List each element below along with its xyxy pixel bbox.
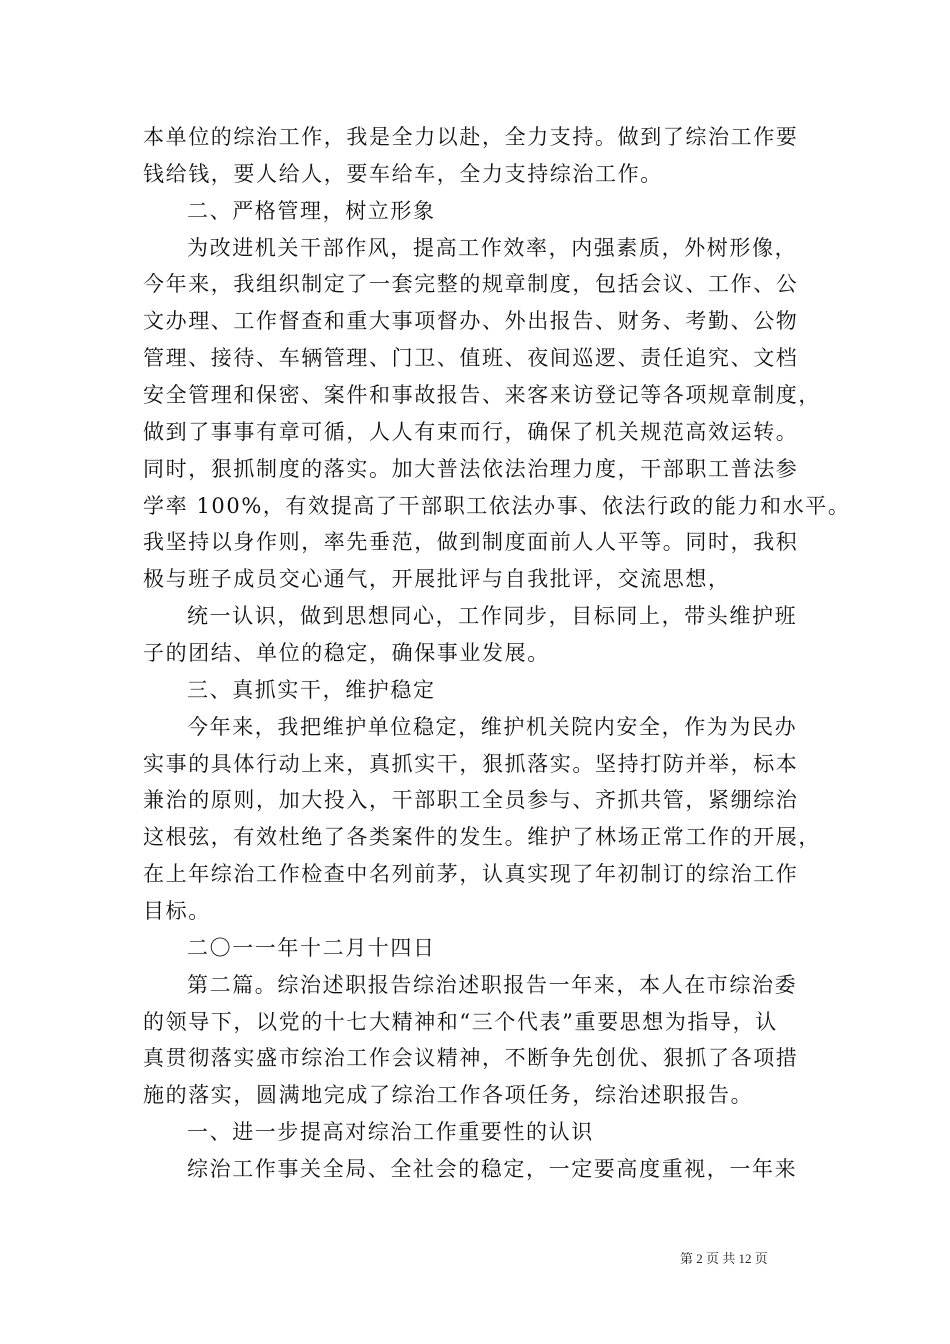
text-line: 同时，狠抓制度的落实。加大普法依法治理力度，干部职工普法参 xyxy=(143,456,799,481)
text-line: 钱给钱，要人给人，要车给车，全力支持综治工作。 xyxy=(143,161,663,186)
text-line: 学率 100%，有效提高了干部职工依法办事、依法行政的能力和水平。 xyxy=(143,493,851,518)
text-line: 做到了事事有章可循，人人有束而行，确保了机关规范高效运转。 xyxy=(143,419,799,444)
text-line: 兼治的原则，加大投入，干部职工全员参与、齐抓共管，紧绷综治 xyxy=(143,788,799,813)
text-line: 今年来，我组织制定了一套完整的规章制度，包括会议、工作、公 xyxy=(143,272,799,297)
text-line: 今年来，我把维护单位稳定，维护机关院内安全，作为为民办 xyxy=(187,714,798,739)
text-line: 为改进机关干部作风，提高工作效率，内强素质，外树形像， xyxy=(187,235,798,260)
text-line: 管理、接待、车辆管理、门卫、值班、夜间巡逻、责任追究、文档 xyxy=(143,346,799,371)
text-line: 施的落实，圆满地完成了综治工作各项任务，综治述职报告。 xyxy=(143,1083,754,1108)
text-line: 在上年综治工作检查中名列前茅，认真实现了年初制订的综治工作 xyxy=(143,862,799,887)
section-heading: 一、进一步提高对综治工作重要性的认识 xyxy=(187,1120,594,1145)
text-line: 这根弦，有效杜绝了各类案件的发生。维护了林场正常工作的开展， xyxy=(143,825,821,850)
text-line: 统一认识，做到思想同心，工作同步，目标同上，带头维护班 xyxy=(187,604,798,629)
page-number-footer: 第 2 页 共 12 页 xyxy=(680,1251,768,1266)
text-line: 实事的具体行动上来，真抓实干，狠抓落实。坚持打防并举，标本 xyxy=(143,751,799,776)
text-line: 第二篇。综治述职报告综治述职报告一年来，本人在市综治委 xyxy=(187,972,798,997)
text-line: 安全管理和保密、案件和事故报告、来客来访登记等各项规章制度， xyxy=(143,383,821,408)
text-line: 文办理、工作督查和重大事项督办、外出报告、财务、考勤、公物 xyxy=(143,309,799,334)
text-line: 综治工作事关全局、全社会的稳定，一定要高度重视，一年来 xyxy=(187,1157,798,1182)
date-line: 二〇一一年十二月十四日 xyxy=(187,935,436,960)
text-line: 目标。 xyxy=(143,899,211,924)
section-heading: 二、严格管理，树立形象 xyxy=(187,198,436,223)
text-line: 真贯彻落实盛市综治工作会议精神，不断争先创优、狠抓了各项措 xyxy=(143,1046,799,1071)
text-line: 我坚持以身作则，率先垂范，做到制度面前人人平等。同时，我积 xyxy=(143,530,799,555)
section-heading: 三、真抓实干，维护稳定 xyxy=(187,677,436,702)
text-line: 的领导下，以党的十七大精神和“三个代表”重要思想为指导，认 xyxy=(143,1009,778,1034)
document-body xyxy=(143,119,851,1188)
text-line: 子的团结、单位的稳定，确保事业发展。 xyxy=(143,641,550,666)
text-line: 本单位的综治工作，我是全力以赴，全力支持。做到了综治工作要 xyxy=(143,125,799,149)
text-line: 极与班子成员交心通气，开展批评与自我批评，交流思想， xyxy=(143,567,731,592)
